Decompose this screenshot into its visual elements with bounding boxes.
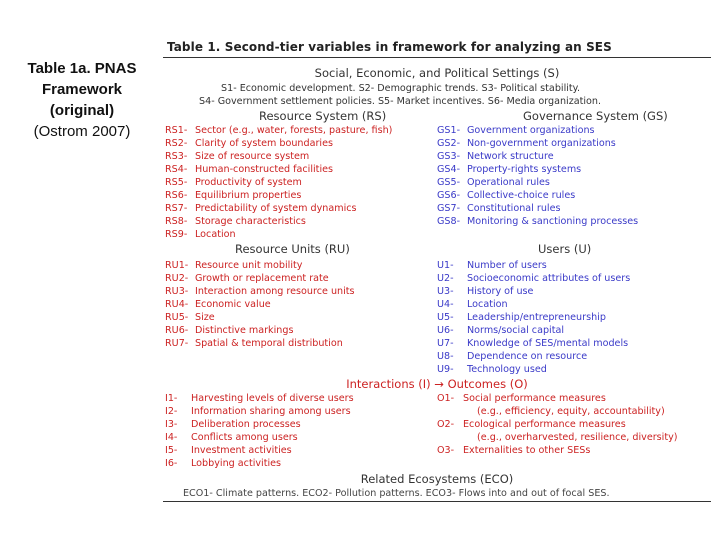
gs-heading: Governance System (GS) bbox=[523, 109, 668, 123]
interaction-item: I6- Lobbying activities bbox=[165, 458, 282, 469]
table-title: Table 1. Second-tier variables in framework for analyzing an SES bbox=[167, 40, 612, 54]
ru-item: RU7- Spatial & temporal distribution bbox=[165, 338, 343, 349]
ru-item: RU6- Distinctive markings bbox=[165, 325, 294, 336]
side-title-line-1: Table 1a. PNAS bbox=[27, 60, 137, 77]
side-title-line-2: Framework bbox=[41, 81, 123, 98]
outcome-item: O1- Social performance measures bbox=[437, 393, 606, 404]
side-title-line-3: (original) bbox=[49, 102, 115, 119]
u-item: U1- Number of users bbox=[437, 260, 547, 271]
u-item: U4- Location bbox=[437, 299, 508, 310]
gs-item: GS3- Network structure bbox=[437, 151, 554, 162]
rs-item: RS7- Predictability of system dynamics bbox=[165, 203, 357, 214]
u-heading: Users (U) bbox=[538, 242, 592, 256]
eco-heading: Related Ecosystems (ECO) bbox=[360, 472, 514, 486]
ses-variable-table bbox=[163, 40, 711, 502]
gs-item: GS2- Non-government organizations bbox=[437, 138, 616, 149]
ru-item: RU1- Resource unit mobility bbox=[165, 260, 303, 271]
eco-line: ECO1- Climate patterns. ECO2- Pollution patterns. ECO3- Flows into and out of focal SES. bbox=[183, 488, 610, 499]
outcome-item: (e.g., efficiency, equity, accountability) bbox=[477, 406, 665, 417]
u-item: U5- Leadership/entrepreneurship bbox=[437, 312, 606, 323]
rs-item: RS5- Productivity of system bbox=[165, 177, 302, 188]
ru-item: RU5- Size bbox=[165, 312, 215, 323]
gs-item: GS7- Constitutional rules bbox=[437, 203, 561, 214]
bottom-rule bbox=[163, 501, 711, 502]
settings-heading: Social, Economic, and Political Settings (S) bbox=[314, 66, 560, 80]
outcome-item: O3- Externalities to other SESs bbox=[437, 445, 591, 456]
rs-item: RS9- Location bbox=[165, 229, 236, 240]
rs-heading: Resource System (RS) bbox=[259, 109, 387, 123]
ru-list bbox=[165, 259, 355, 350]
gs-item: GS4- Property-rights systems bbox=[437, 164, 582, 175]
gs-item: GS8- Monitoring & sanctioning processes bbox=[437, 216, 639, 227]
settings-line-1: S1- Economic development. S2- Demographic trends. S3- Political stability. bbox=[221, 83, 581, 94]
gs-item: GS5- Operational rules bbox=[437, 177, 550, 188]
interactions-list bbox=[165, 392, 354, 470]
u-item: U3- History of use bbox=[437, 286, 534, 297]
ru-item: RU3- Interaction among resource units bbox=[165, 286, 355, 297]
interaction-item: I2- Information sharing among users bbox=[165, 406, 351, 417]
rs-item: RS6- Equilibrium properties bbox=[165, 190, 302, 201]
rs-list bbox=[165, 124, 392, 241]
rs-item: RS1- Sector (e.g., water, forests, pasture, fish) bbox=[165, 125, 393, 136]
interaction-item: I1- Harvesting levels of diverse users bbox=[165, 393, 354, 404]
rs-item: RS2- Clarity of system boundaries bbox=[165, 138, 333, 149]
interaction-item: I5- Investment activities bbox=[165, 445, 292, 456]
gs-item: GS1- Government organizations bbox=[437, 125, 595, 136]
u-item: U6- Norms/social capital bbox=[437, 325, 565, 336]
side-citation: (Ostrom 2007) bbox=[33, 123, 131, 140]
interaction-item: I3- Deliberation processes bbox=[165, 419, 301, 430]
ru-item: RU4- Economic value bbox=[165, 299, 271, 310]
settings-line-2: S4- Government settlement policies. S5- Market incentives. S6- Media organization. bbox=[199, 96, 602, 107]
u-item: U8- Dependence on resource bbox=[437, 351, 588, 362]
ru-heading: Resource Units (RU) bbox=[235, 242, 350, 256]
u-item: U7- Knowledge of SES/mental models bbox=[437, 338, 629, 349]
gs-list bbox=[437, 124, 638, 228]
io-heading: Interactions (I) → Outcomes (O) bbox=[346, 377, 528, 391]
rs-item: RS3- Size of resource system bbox=[165, 151, 310, 162]
gs-item: GS6- Collective-choice rules bbox=[437, 190, 576, 201]
outcomes-list bbox=[437, 392, 678, 457]
u-item: U2- Socioeconomic attributes of users bbox=[437, 273, 631, 284]
ru-item: RU2- Growth or replacement rate bbox=[165, 273, 329, 284]
rs-item: RS8- Storage characteristics bbox=[165, 216, 306, 227]
interaction-item: I4- Conflicts among users bbox=[165, 432, 298, 443]
outcome-item: (e.g., overharvested, resilience, diversity) bbox=[477, 432, 678, 443]
top-rule bbox=[163, 57, 711, 58]
u-list bbox=[437, 259, 630, 376]
rs-item: RS4- Human-constructed facilities bbox=[165, 164, 334, 175]
side-title bbox=[14, 58, 150, 142]
u-item: U9- Technology used bbox=[437, 364, 547, 375]
outcome-item: O2- Ecological performance measures bbox=[437, 419, 626, 430]
